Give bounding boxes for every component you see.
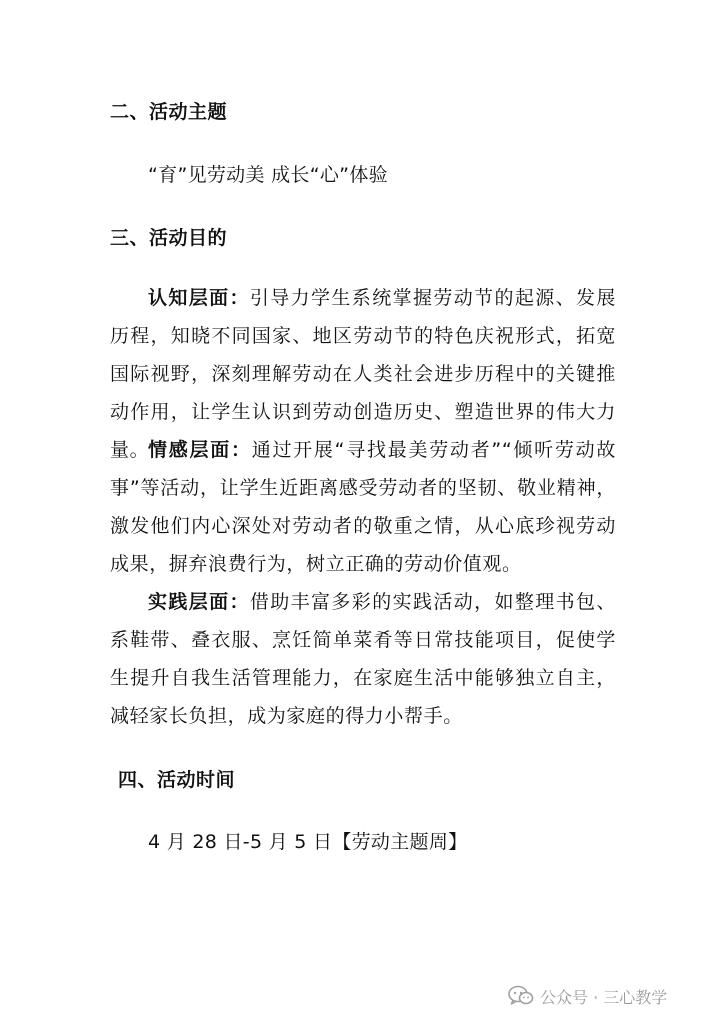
purpose-text-cognitive: 引导力学生系统掌握劳动节的起源、发展历程，知晓不同国家、地区劳动节的特色庆祝形式，拓宽国际视野，深刻理解劳动在人类社会进步历程中的关键推动作用，让学生认识到劳动创造历史、塑造世界的伟大力量。: [110, 287, 616, 461]
watermark-text: 公众号 · 三心教学: [540, 987, 668, 1007]
purpose-text-emotional: 通过开展“寻找最美劳动者”“倾听劳动故事”等活动，让学生近距离感受劳动者的坚韧、敬业精神，激发他们内心深处对劳动者的敬重之情，从心底珍视劳动成果，摒弃浪费行为，树立正确的劳动价值观。: [110, 439, 616, 575]
wechat-icon: [508, 985, 534, 1007]
activity-theme-text: “育”见劳动美 成长“心”体验: [148, 164, 388, 186]
purpose-text-practice: 借助丰富多彩的实践活动，如整理书包、系鞋带、叠衣服、烹饪简单菜肴等日常技能项目，促使学生提升自我生活管理能力，在家庭生活中能够独立自主，减轻家长负担，成为家庭的得力小帮手。: [110, 591, 616, 727]
purpose-label-cognitive: 认知层面：: [148, 287, 250, 309]
source-watermark: [508, 984, 667, 1008]
purpose-paragraph-practice: [110, 583, 616, 735]
purpose-label-practice: 实践层面：: [148, 591, 250, 613]
section-heading-time: 四、活动时间: [118, 769, 236, 791]
section-heading-purpose: 三、活动目的: [110, 227, 228, 249]
purpose-label-emotional: 情感层面：: [148, 439, 252, 461]
section-heading-theme: 二、活动主题: [110, 101, 228, 123]
activity-time-text: 4 月 28 日-5 月 5 日【劳动主题周】: [148, 831, 468, 853]
purpose-paragraph-emotional: [110, 431, 616, 583]
